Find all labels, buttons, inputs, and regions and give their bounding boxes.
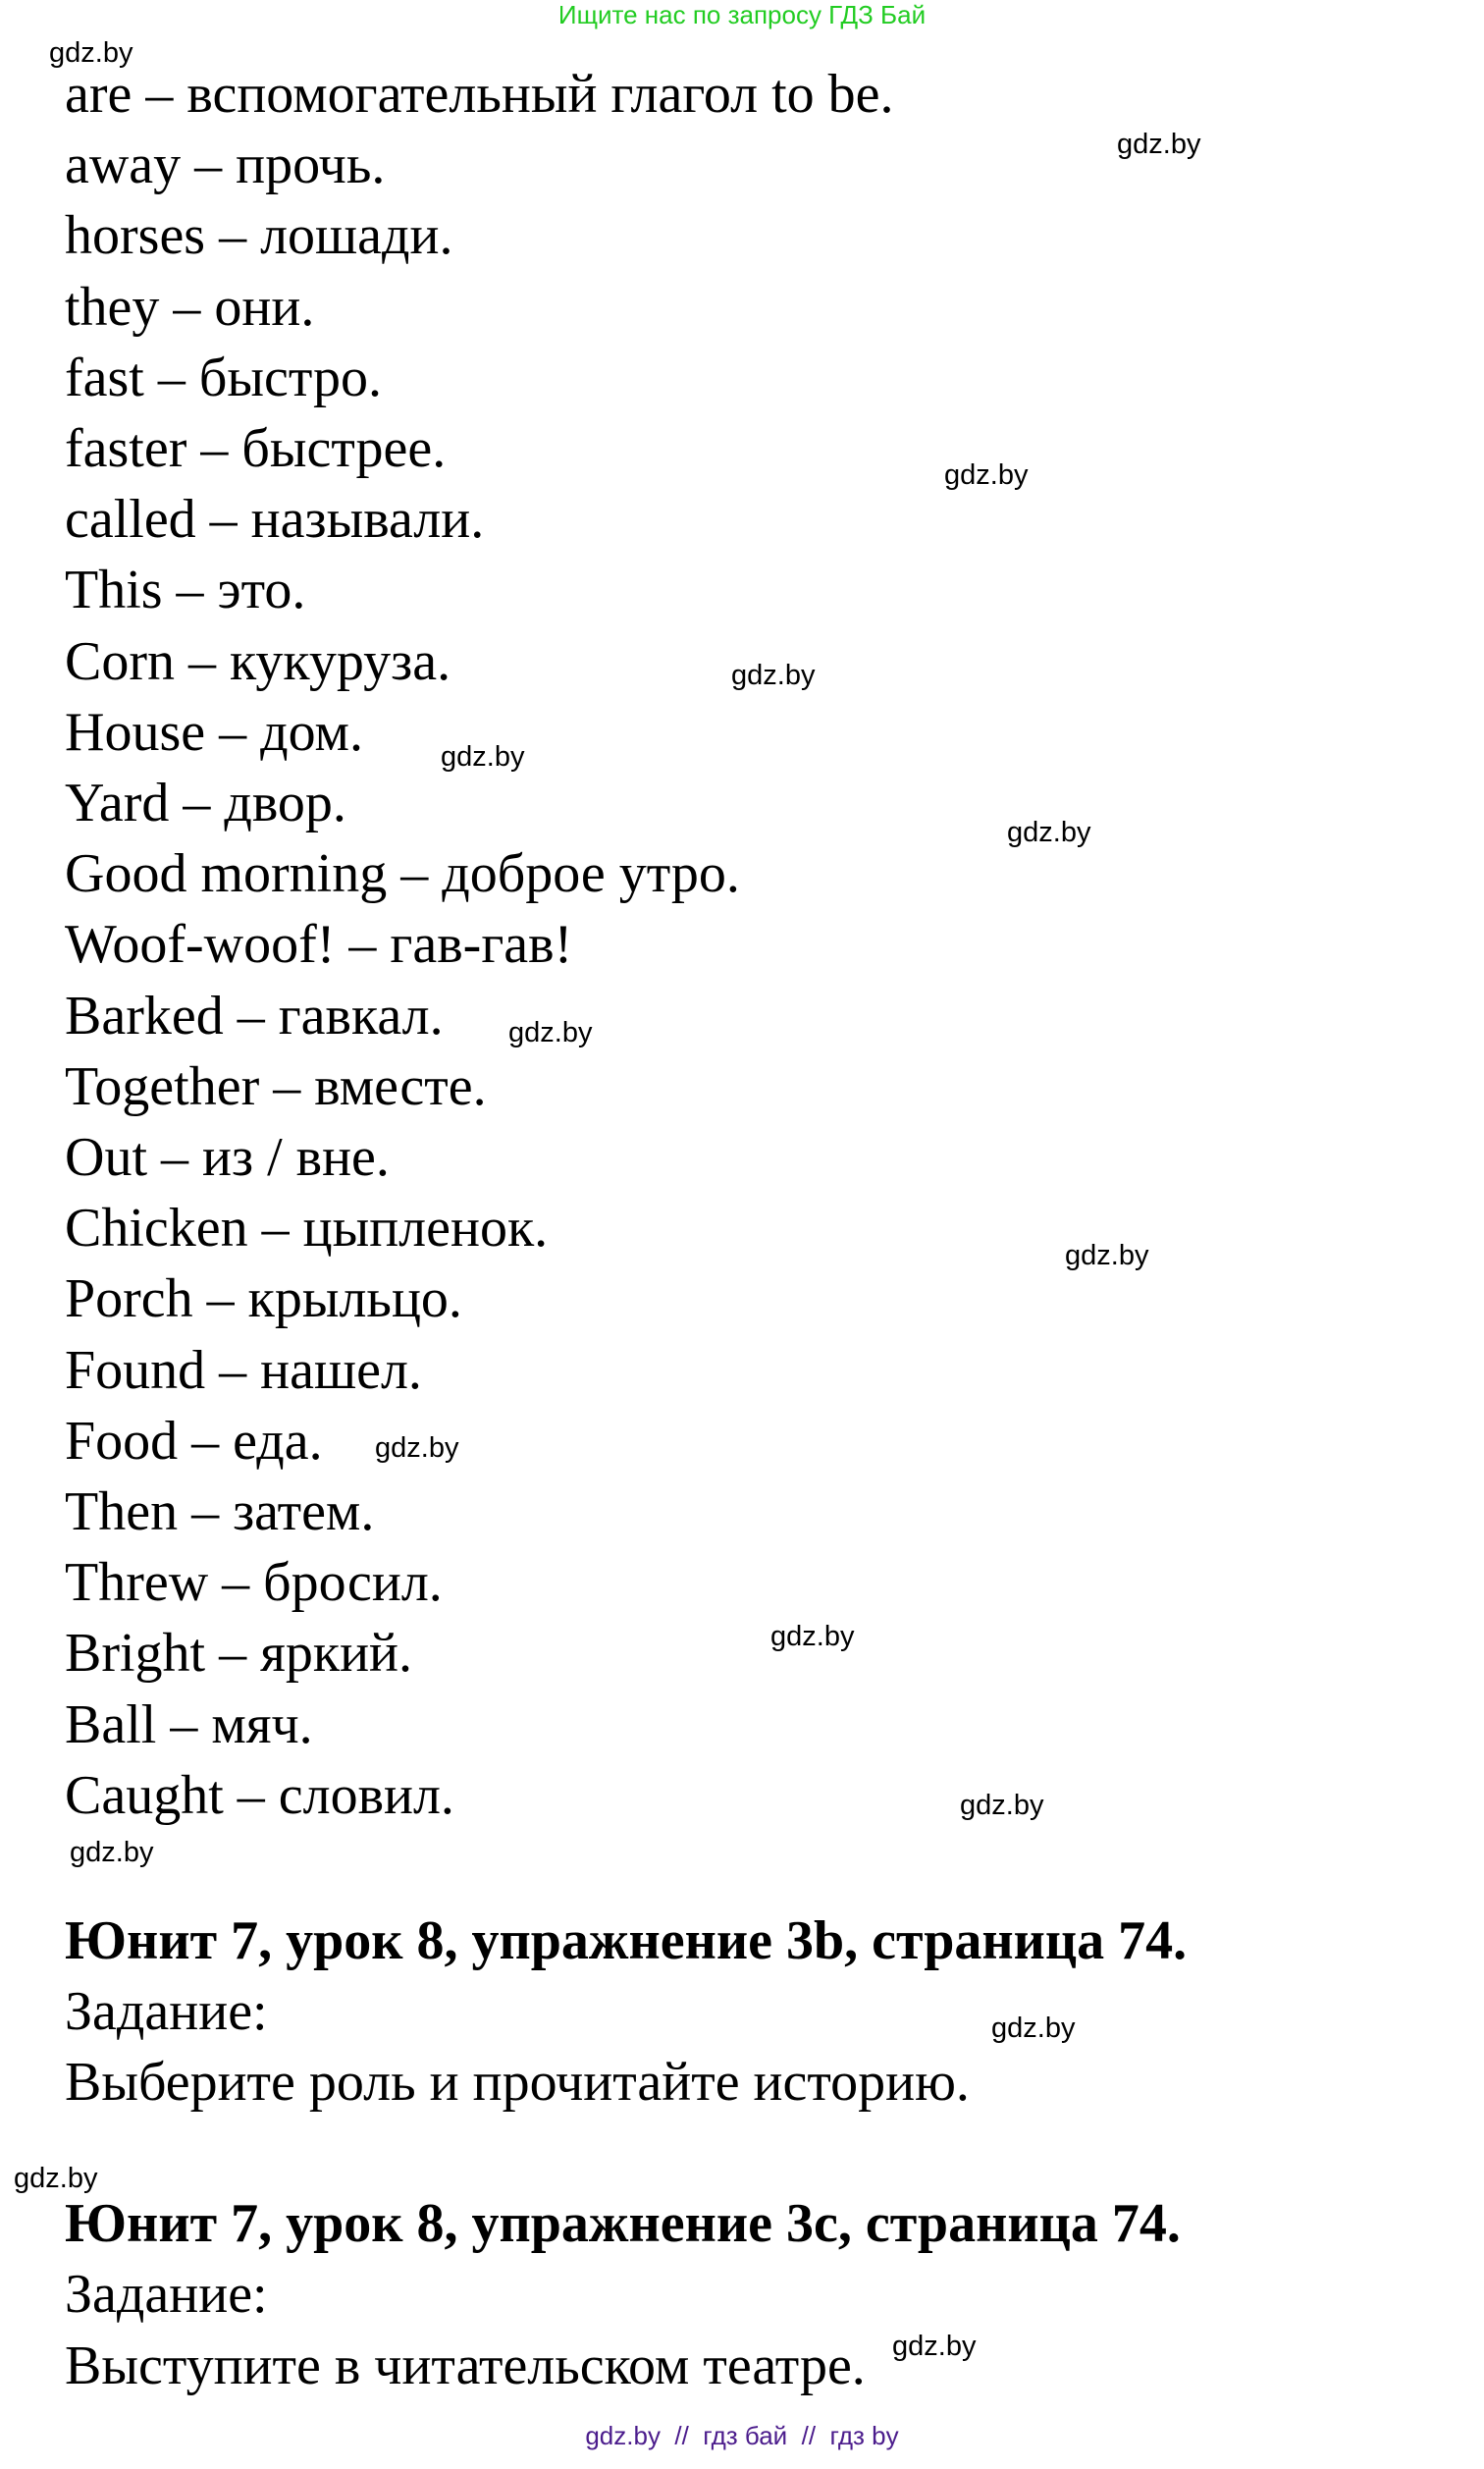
watermark: gdz.by — [991, 2013, 1076, 2044]
watermark: gdz.by — [944, 459, 1029, 491]
watermark: gdz.by — [960, 1790, 1044, 1821]
vocab-item: Bright – яркий. — [65, 1623, 413, 1685]
vocab-item: House – дом. — [65, 701, 363, 763]
vocab-item: Good morning – доброе утро. — [65, 843, 740, 905]
watermark: gdz.by — [14, 2163, 98, 2194]
vocab-item: Caught – словил. — [65, 1764, 454, 1826]
vocab-item: Corn – кукуруза. — [65, 630, 451, 692]
watermark: gdz.by — [1007, 817, 1091, 848]
vocab-item: Barked – гавкал. — [65, 985, 444, 1047]
vocab-item: Threw – бросил. — [65, 1552, 443, 1614]
vocab-item: away – прочь. — [65, 134, 386, 196]
task-label: Задание: — [65, 1981, 268, 2042]
vocab-item: Found – нашел. — [65, 1339, 422, 1401]
watermark: gdz.by — [441, 741, 525, 773]
vocab-item: are – вспомогательный глагол to be. — [65, 64, 894, 125]
task-text: Выступите в читательском театре. — [65, 2335, 866, 2396]
vocab-item: This – это. — [65, 560, 306, 621]
watermark: gdz.by — [508, 1017, 593, 1048]
watermark: gdz.by — [49, 37, 133, 69]
vocab-item: Together – вместе. — [65, 1055, 487, 1117]
section-title: Юнит 7, урок 8, упражнение 3b, страница 74. — [65, 1910, 1188, 1971]
vocab-item: fast – быстро. — [65, 347, 382, 408]
vocab-item: horses – лошади. — [65, 205, 453, 267]
vocab-item: Ball – мяч. — [65, 1693, 313, 1755]
vocab-item: called – называли. — [65, 489, 485, 551]
vocab-item: Woof-woof! – гав-гав! — [65, 914, 573, 976]
vocab-item: Then – затем. — [65, 1481, 375, 1542]
footer-links: gdz.by // гдз бай // гдз by — [585, 2421, 899, 2450]
vocab-item: faster – быстрее. — [65, 418, 447, 479]
vocab-item: Food – еда. — [65, 1410, 323, 1472]
vocab-item: Chicken – цыпленок. — [65, 1198, 549, 1260]
watermark: gdz.by — [1065, 1240, 1149, 1271]
task-text: Выберите роль и прочитайте историю. — [65, 2052, 970, 2113]
vocab-item: they – они. — [65, 276, 315, 338]
section-title: Юнит 7, урок 8, упражнение 3c, страница 74. — [65, 2193, 1181, 2254]
watermark: gdz.by — [70, 1837, 154, 1868]
vocab-item: Porch – крыльцо. — [65, 1268, 462, 1330]
watermark: gdz.by — [375, 1432, 459, 1464]
search-hint-banner: Ищите нас по запросу ГДЗ Бай — [557, 0, 927, 29]
watermark: gdz.by — [731, 660, 816, 691]
task-label: Задание: — [65, 2264, 268, 2325]
vocab-item: Out – из / вне. — [65, 1127, 390, 1188]
watermark: gdz.by — [892, 2331, 977, 2362]
watermark: gdz.by — [1117, 129, 1201, 160]
vocab-item: Yard – двор. — [65, 773, 346, 833]
watermark: gdz.by — [770, 1621, 855, 1652]
